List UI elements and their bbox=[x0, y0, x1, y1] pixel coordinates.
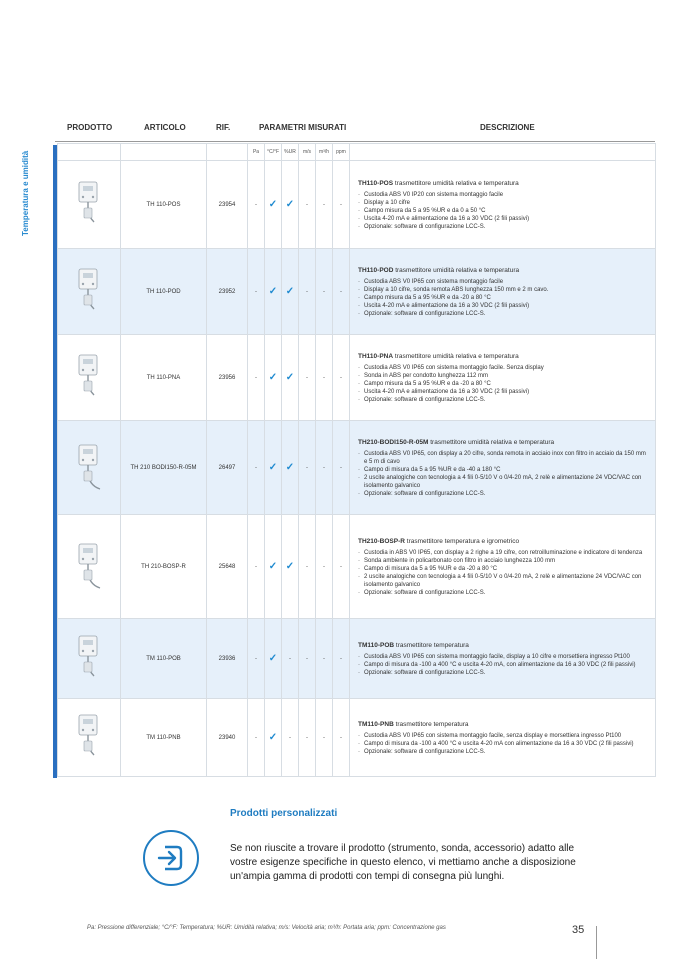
param-cell bbox=[265, 335, 282, 421]
product-type: trasmettitore temperatura e igrometrico bbox=[404, 538, 520, 545]
param-value: - bbox=[306, 734, 308, 741]
description-item: · Opzionale: software di configurazione LCC-S. bbox=[358, 396, 649, 404]
table-row bbox=[58, 515, 656, 619]
param-value: - bbox=[255, 201, 257, 208]
param-value: - bbox=[323, 655, 325, 662]
table-row bbox=[58, 249, 656, 335]
description-item: · Custodia ABS V0 IP65 con sistema montaggio facile bbox=[358, 278, 649, 286]
product-photo bbox=[72, 178, 106, 230]
product-code: TH110-POS bbox=[358, 180, 394, 187]
table-row bbox=[58, 619, 656, 699]
unit-m3h: m³/h bbox=[316, 144, 333, 161]
description-item: · Campo di misura da -100 a 400 °C e uscita 4-20 mA, con alimentazione da 16 a 30 VDC (2 fili passivi) bbox=[358, 661, 649, 669]
rif-cell: 23936 bbox=[207, 619, 248, 699]
description-item: · Uscita 4-20 mA e alimentazione da 16 a 30 VDC (2 fili passivi) bbox=[358, 302, 649, 310]
rif-cell: 23940 bbox=[207, 699, 248, 777]
description-item: · Opzionale: software di configurazione LCC-S. bbox=[358, 310, 649, 318]
param-cell bbox=[333, 515, 350, 619]
param-value: - bbox=[323, 374, 325, 381]
product-type: trasmettitore umidità relativa e temperatura bbox=[393, 180, 519, 187]
param-value: - bbox=[306, 464, 308, 471]
description-cell bbox=[350, 161, 656, 249]
description-item: · 2 uscite analogiche con tecnologia a 4 fili 0-5/10 V o 0/4-20 mA, 2 relè e alimentazione 24 VDC/VAC con isolamento galvanico bbox=[358, 573, 649, 589]
description-cell bbox=[350, 335, 656, 421]
header-rif: RIF. bbox=[216, 123, 231, 132]
check-icon: ✓ bbox=[268, 653, 278, 664]
param-value: - bbox=[306, 288, 308, 295]
product-code: TH210-BODI150-R-05M bbox=[358, 439, 429, 446]
page-number: 35 bbox=[572, 924, 585, 936]
description-item: · 2 uscite analogiche con tecnologia a 4 fili 0-5/10 V o 0/4-20 mA, 2 relè e alimentazione 24 VDC/VAC con isolamento galvanico bbox=[358, 474, 649, 490]
description-item: · Campo di misura da 5 a 95 %UR e da -40 a 180 °C bbox=[358, 466, 649, 474]
product-type: trasmettitore umidità relativa e temperatura bbox=[393, 353, 519, 360]
param-cell bbox=[333, 161, 350, 249]
description-title bbox=[358, 179, 649, 188]
product-photo bbox=[72, 632, 106, 684]
check-icon: ✓ bbox=[285, 199, 295, 210]
product-code: TH210-BOSP-R bbox=[358, 538, 405, 545]
articolo-cell: TH 210 BODI150-R-05M bbox=[121, 421, 207, 515]
description-item: · Custodia ABS V0 IP65 con sistema montaggio facile, senza display e morsettiera ingresso Pt100 bbox=[358, 732, 649, 740]
description-list bbox=[358, 278, 649, 318]
product-code: TM110-POB bbox=[358, 642, 395, 649]
unit-ms: m/s bbox=[299, 144, 316, 161]
param-cell bbox=[265, 699, 282, 777]
param-value: - bbox=[255, 655, 257, 662]
custom-products-section bbox=[230, 808, 610, 882]
param-cell bbox=[282, 515, 299, 619]
param-value: - bbox=[306, 563, 308, 570]
table-row bbox=[58, 335, 656, 421]
param-value: - bbox=[340, 734, 342, 741]
check-icon: ✓ bbox=[285, 372, 295, 383]
param-value: - bbox=[340, 655, 342, 662]
param-cell bbox=[299, 515, 316, 619]
product-image-cell bbox=[58, 619, 121, 699]
description-title bbox=[358, 537, 649, 546]
articolo-cell: TH 110-POS bbox=[121, 161, 207, 249]
description-list bbox=[358, 191, 649, 231]
description-item: · Sonda ambiente in policarbonato con filtro in acciaio lunghezza 100 mm bbox=[358, 557, 649, 565]
description-item: · Custodia ABS V0 IP65 con sistema montaggio facile, display a 10 cifre e morsettiera ingresso Pt100 bbox=[358, 653, 649, 661]
param-value: - bbox=[340, 374, 342, 381]
param-cell bbox=[265, 619, 282, 699]
description-list bbox=[358, 653, 649, 677]
description-item: · Campo misura da 5 a 95 %UR e da -20 a 80 °C bbox=[358, 294, 649, 302]
param-cell bbox=[333, 421, 350, 515]
param-value: - bbox=[306, 201, 308, 208]
unit-pa: Pa bbox=[248, 144, 265, 161]
product-photo bbox=[72, 441, 106, 493]
param-value: - bbox=[306, 374, 308, 381]
description-title bbox=[358, 352, 649, 361]
description-item: · Opzionale: software di configurazione LCC-S. bbox=[358, 748, 649, 756]
param-cell bbox=[282, 699, 299, 777]
check-icon: ✓ bbox=[268, 561, 278, 572]
description-cell bbox=[350, 619, 656, 699]
param-cell bbox=[282, 421, 299, 515]
table-row bbox=[58, 699, 656, 777]
param-value: - bbox=[289, 655, 291, 662]
param-cell bbox=[282, 335, 299, 421]
unit-ppm: ppm bbox=[333, 144, 350, 161]
param-cell bbox=[316, 249, 333, 335]
description-cell bbox=[350, 699, 656, 777]
param-cell bbox=[316, 421, 333, 515]
header-prodotto: PRODOTTO bbox=[67, 123, 113, 132]
param-cell bbox=[265, 421, 282, 515]
param-cell bbox=[299, 619, 316, 699]
param-cell bbox=[265, 161, 282, 249]
description-title bbox=[358, 720, 649, 729]
check-icon: ✓ bbox=[285, 462, 295, 473]
param-cell bbox=[316, 515, 333, 619]
param-cell bbox=[248, 699, 265, 777]
description-item: · Campo misura da 5 a 95 %UR e da -20 a 80 °C bbox=[358, 380, 649, 388]
param-cell bbox=[248, 161, 265, 249]
unit-temp: °C/°F bbox=[265, 144, 282, 161]
product-type: trasmettitore temperatura bbox=[394, 642, 469, 649]
rif-cell: 23954 bbox=[207, 161, 248, 249]
description-list bbox=[358, 549, 649, 597]
param-cell bbox=[333, 699, 350, 777]
description-item: · Campo misura da 5 a 95 %UR e da 0 a 50 °C bbox=[358, 207, 649, 215]
unit-ur: %UR bbox=[282, 144, 299, 161]
description-item: · Custodia ABS V0 IP20 con sistema montaggio facile bbox=[358, 191, 649, 199]
enter-arrow-icon bbox=[145, 832, 197, 884]
description-item: · Display a 10 cifre, sonda remota ABS lunghezza 150 mm e 2 m cavo. bbox=[358, 286, 649, 294]
custom-products-title: Prodotti personalizzati bbox=[230, 808, 338, 819]
product-type: trasmettitore temperatura bbox=[393, 721, 469, 728]
product-image-cell bbox=[58, 515, 121, 619]
product-image-cell bbox=[58, 161, 121, 249]
section-side-tab-label: Temperatura e umidità bbox=[21, 150, 30, 236]
description-item: · Uscita 4-20 mA e alimentazione da 16 a 30 VDC (2 fili passivi) bbox=[358, 215, 649, 223]
description-cell bbox=[350, 515, 656, 619]
param-cell bbox=[248, 421, 265, 515]
description-title bbox=[358, 641, 649, 650]
param-value: - bbox=[340, 464, 342, 471]
articolo-cell: TH 110-POD bbox=[121, 249, 207, 335]
description-item: · Uscita 4-20 mA e alimentazione da 16 a 30 VDC (2 fili passivi) bbox=[358, 388, 649, 396]
description-item: · Sonda in ABS per condotto lunghezza 112 mm bbox=[358, 372, 649, 380]
param-value: - bbox=[289, 734, 291, 741]
product-image-cell bbox=[58, 249, 121, 335]
custom-products-icon bbox=[143, 830, 199, 886]
rif-cell: 23956 bbox=[207, 335, 248, 421]
param-value: - bbox=[340, 563, 342, 570]
check-icon: ✓ bbox=[285, 286, 295, 297]
section-side-tab bbox=[18, 140, 36, 240]
param-cell bbox=[299, 249, 316, 335]
param-cell bbox=[333, 249, 350, 335]
product-type: trasmettitore umidità relativa e temperatura bbox=[393, 267, 520, 274]
rif-cell: 23952 bbox=[207, 249, 248, 335]
param-cell bbox=[316, 161, 333, 249]
description-list bbox=[358, 450, 649, 498]
check-icon: ✓ bbox=[268, 732, 278, 743]
param-cell bbox=[333, 335, 350, 421]
check-icon: ✓ bbox=[268, 199, 278, 210]
description-item: · Campo di misura da -100 a 400 °C e uscita 4-20 mA con alimentazione da 16 a 30 VDC (2 fili passivi) bbox=[358, 740, 649, 748]
product-code: TH110-POD bbox=[358, 267, 394, 274]
units-row bbox=[58, 144, 656, 161]
param-cell bbox=[265, 515, 282, 619]
description-item: · Opzionale: software di configurazione LCC-S. bbox=[358, 223, 649, 231]
description-title bbox=[358, 438, 649, 447]
table-row bbox=[58, 161, 656, 249]
rif-cell: 26497 bbox=[207, 421, 248, 515]
param-value: - bbox=[323, 201, 325, 208]
param-value: - bbox=[323, 734, 325, 741]
param-cell bbox=[248, 619, 265, 699]
param-cell bbox=[316, 619, 333, 699]
param-cell bbox=[333, 619, 350, 699]
articolo-cell: TM 110-PNB bbox=[121, 699, 207, 777]
param-cell bbox=[299, 161, 316, 249]
header-descrizione: DESCRIZIONE bbox=[480, 123, 535, 132]
description-list bbox=[358, 732, 649, 756]
header-parametri: PARAMETRI MISURATI bbox=[259, 123, 347, 132]
product-image-cell bbox=[58, 335, 121, 421]
articolo-cell: TH 210-BOSP-R bbox=[121, 515, 207, 619]
param-value: - bbox=[255, 734, 257, 741]
param-cell bbox=[248, 335, 265, 421]
header-divider bbox=[55, 141, 655, 142]
custom-products-text: Se non riuscite a trovare il prodotto (strumento, sonda, accessorio) adatto alle vostre esigenze specifiche in questo elenco, vi mettiamo anche a disposizione un'ampia gamma di prodotti con tempi di consegna più lunghi. bbox=[230, 843, 576, 882]
page-number-divider bbox=[596, 926, 597, 959]
param-cell bbox=[316, 699, 333, 777]
product-image-cell bbox=[58, 699, 121, 777]
check-icon: ✓ bbox=[285, 561, 295, 572]
products-table bbox=[57, 143, 656, 777]
param-cell bbox=[248, 249, 265, 335]
header-articolo: ARTICOLO bbox=[144, 123, 186, 132]
param-cell bbox=[282, 161, 299, 249]
description-item: · Custodia in ABS V0 IP65, con display a 2 righe a 19 cifre, con retroilluminazione e indicatore di tendenza bbox=[358, 549, 649, 557]
param-cell bbox=[299, 421, 316, 515]
description-cell bbox=[350, 249, 656, 335]
legend-footnote: Pa: Pressione differenziale; °C/°F: Temperatura; %UR: Umidità relativa; m/s: Velocità aria; m³/h: Portata aria; ppm: Concentrazione gas bbox=[87, 925, 446, 931]
param-cell bbox=[265, 249, 282, 335]
articolo-cell: TH 110-PNA bbox=[121, 335, 207, 421]
rif-cell: 25648 bbox=[207, 515, 248, 619]
product-code: TM110-PNB bbox=[358, 721, 394, 728]
param-cell bbox=[282, 249, 299, 335]
product-photo bbox=[72, 351, 106, 403]
param-cell bbox=[299, 335, 316, 421]
param-value: - bbox=[323, 288, 325, 295]
param-value: - bbox=[255, 563, 257, 570]
param-cell bbox=[248, 515, 265, 619]
param-value: - bbox=[255, 464, 257, 471]
description-list bbox=[358, 364, 649, 404]
product-photo bbox=[72, 265, 106, 317]
param-cell bbox=[299, 699, 316, 777]
param-cell bbox=[282, 619, 299, 699]
param-value: - bbox=[323, 464, 325, 471]
table-row bbox=[58, 421, 656, 515]
description-item: · Opzionale: software di configurazione LCC-S. bbox=[358, 490, 649, 498]
description-item: · Custodia ABS V0 IP65, con display a 20 cifre, sonda remota in acciaio inox con filtro in acciaio da 150 mm e 5 m di cavo bbox=[358, 450, 649, 466]
check-icon: ✓ bbox=[268, 286, 278, 297]
product-code: TH110-PNA bbox=[358, 353, 394, 360]
param-value: - bbox=[255, 288, 257, 295]
param-value: - bbox=[255, 374, 257, 381]
check-icon: ✓ bbox=[268, 462, 278, 473]
product-type: trasmettitore umidità relativa e temperatura bbox=[428, 439, 555, 446]
product-image-cell bbox=[58, 421, 121, 515]
description-item: · Campo di misura da 5 a 95 %UR e da -20 a 80 °C bbox=[358, 565, 649, 573]
description-title bbox=[358, 266, 649, 275]
description-item: · Display a 10 cifre bbox=[358, 199, 649, 207]
check-icon: ✓ bbox=[268, 372, 278, 383]
param-value: - bbox=[323, 563, 325, 570]
param-value: - bbox=[340, 201, 342, 208]
articolo-cell: TM 110-POB bbox=[121, 619, 207, 699]
product-photo bbox=[72, 711, 106, 763]
param-value: - bbox=[306, 655, 308, 662]
description-cell bbox=[350, 421, 656, 515]
product-photo bbox=[72, 540, 106, 592]
description-item: · Custodia ABS V0 IP65 con sistema montaggio facile. Senza display bbox=[358, 364, 649, 372]
description-item: · Opzionale: software di configurazione LCC-S. bbox=[358, 669, 649, 677]
param-cell bbox=[316, 335, 333, 421]
description-item: · Opzionale: software di configurazione LCC-S. bbox=[358, 589, 649, 597]
param-value: - bbox=[340, 288, 342, 295]
